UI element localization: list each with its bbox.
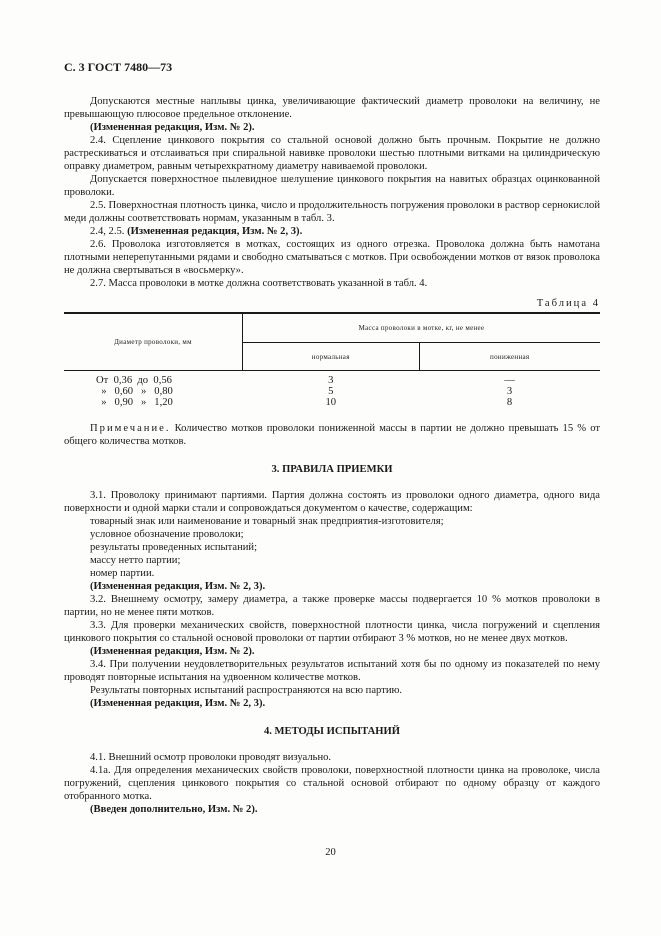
paragraph: 3.4. При получении неудовлетворительных результатов испытаний хотя бы по одному из показателей по нему проводят повторные испытания на удвоенном количестве мотков. [64, 659, 600, 683]
paragraph: 3.3. Для проверки механических свойств, поверхностной плотности цинка, числа погружений и сцепления цинкового покрытия со стальной основой проволоки от партии отбирают 3 % мотков, но не менее двух мотков. [64, 620, 600, 644]
list-item: номер партии. [90, 568, 155, 579]
amendment-note: (Измененная редакция, Изм. № 2, 3). [127, 226, 303, 237]
cell-reduced: 3 [506, 386, 513, 397]
list-item: условное обозначение проволоки; [90, 529, 244, 540]
table-row [64, 386, 600, 397]
paragraph-mixed [64, 225, 600, 238]
cell-diameter: » 0,60 » 0,80 [96, 386, 173, 397]
section-title: 3. ПРАВИЛА ПРИЕМКИ [271, 464, 393, 475]
paragraph: Допускаются местные наплывы цинка, увеличивающие фактический диаметр проволоки на величину, не превышающую плюсовое предельное отклонение. [64, 96, 600, 120]
table-header-normal: нормальная [243, 343, 420, 371]
amendment-note: (Измененная редакция, Изм. № 2, 3). [90, 581, 266, 592]
cell-normal: 5 [328, 386, 334, 397]
cell-normal: 3 [328, 375, 334, 386]
paragraph-prefix: 2.4, 2.5. [90, 226, 128, 237]
amendment-note: (Введен дополнительно, Изм. № 2). [90, 804, 258, 815]
document-page [64, 60, 600, 816]
paragraph: 2.5. Поверхностная плотность цинка, число и продолжительность погружения проволоки в раствор сернокислой меди должны соответствовать нормам, указанным в табл. 3. [64, 200, 600, 224]
paragraph: Допускается поверхностное пылевидное шелушение цинкового покрытия на навитых образцах оцинкованной проволоки. [64, 174, 600, 198]
paragraph: 4.1. Внешний осмотр проволоки проводят визуально. [90, 752, 332, 763]
paragraph: 4.1а. Для определения механических свойств проволоки, поверхностной плотности цинка на проволоке, числа погружений, сцепления цинкового покрытия со стальной основой отбирают по одному образцу от каждого отобранного мотка. [64, 765, 600, 802]
paragraph: 2.4. Сцепление цинкового покрытия со стальной основой должно быть прочным. Покрытие не должно растрескиваться и отслаиваться при спиральной навивке проволоки шестью плотными витками на цилиндрическую оправку диаметром, равным четырехкратному диаметру навиваемой проволоки. [64, 135, 600, 172]
note-text: Количество мотков проволоки пониженной массы в партии не должно превышать 15 % от общего количества мотков. [64, 423, 600, 447]
table-header-mass: Масса проволоки в мотке, кг, не менее [243, 313, 601, 343]
table-row [64, 397, 600, 408]
cell-reduced: — [504, 375, 515, 386]
paragraph: 3.1. Проволоку принимают партиями. Партия должна состоять из проволоки одного диаметра, одного вида поверхности и одной марки стали и сопровождаться документом о качестве, содержащим: [64, 490, 600, 514]
paragraph: 2.7. Масса проволоки в мотке должна соответствовать указанной в табл. 4. [90, 278, 428, 289]
section-3 [64, 489, 600, 710]
list-item: товарный знак или наименование и товарный знак предприятия-изготовителя; [90, 516, 444, 527]
amendment-note: (Измененная редакция, Изм. № 2). [90, 122, 255, 133]
table-header-diameter: Диаметр проволоки, мм [64, 313, 243, 371]
cell-diameter: От 0,36 до 0,56 [96, 375, 172, 386]
list-item: массу нетто партии; [90, 555, 181, 566]
paragraph: Результаты повторных испытаний распространяются на всю партию. [90, 685, 403, 696]
paragraph: 3.2. Внешнему осмотру, замеру диаметра, а также проверке массы подвергается 10 % мотков проволоки в партии, но не менее пяти мотков. [64, 594, 600, 618]
section-title: 4. МЕТОДЫ ИСПЫТАНИЙ [263, 726, 401, 737]
list-item: результаты проведенных испытаний; [90, 542, 258, 553]
paragraphs-top [64, 95, 600, 290]
table-row [64, 371, 600, 387]
table-4 [64, 312, 600, 408]
cell-normal: 10 [325, 397, 337, 408]
amendment-note: (Измененная редакция, Изм. № 2, 3). [90, 698, 266, 709]
cell-reduced: 8 [506, 397, 513, 408]
section-4 [64, 751, 600, 816]
paragraph: 2.6. Проволока изготовляется в мотках, состоящих из одного отрезка. Проволока должна быть намотана плотными неперепутанными рядами и свободно сматываться с мотков. При освобождении мотков от вязок проволока не должна свертываться в «восьмерку». [64, 239, 600, 276]
page-header: С. 3 ГОСТ 7480—73 [64, 60, 173, 74]
note-label: Примечание. [90, 423, 171, 434]
table-caption: Таблица 4 [536, 298, 600, 309]
page-number: 20 [325, 847, 336, 858]
table-note [64, 422, 600, 448]
amendment-note: (Измененная редакция, Изм. № 2). [90, 646, 255, 657]
table-header-reduced: пониженная [419, 343, 600, 371]
cell-diameter: » 0,90 » 1,20 [96, 397, 173, 408]
